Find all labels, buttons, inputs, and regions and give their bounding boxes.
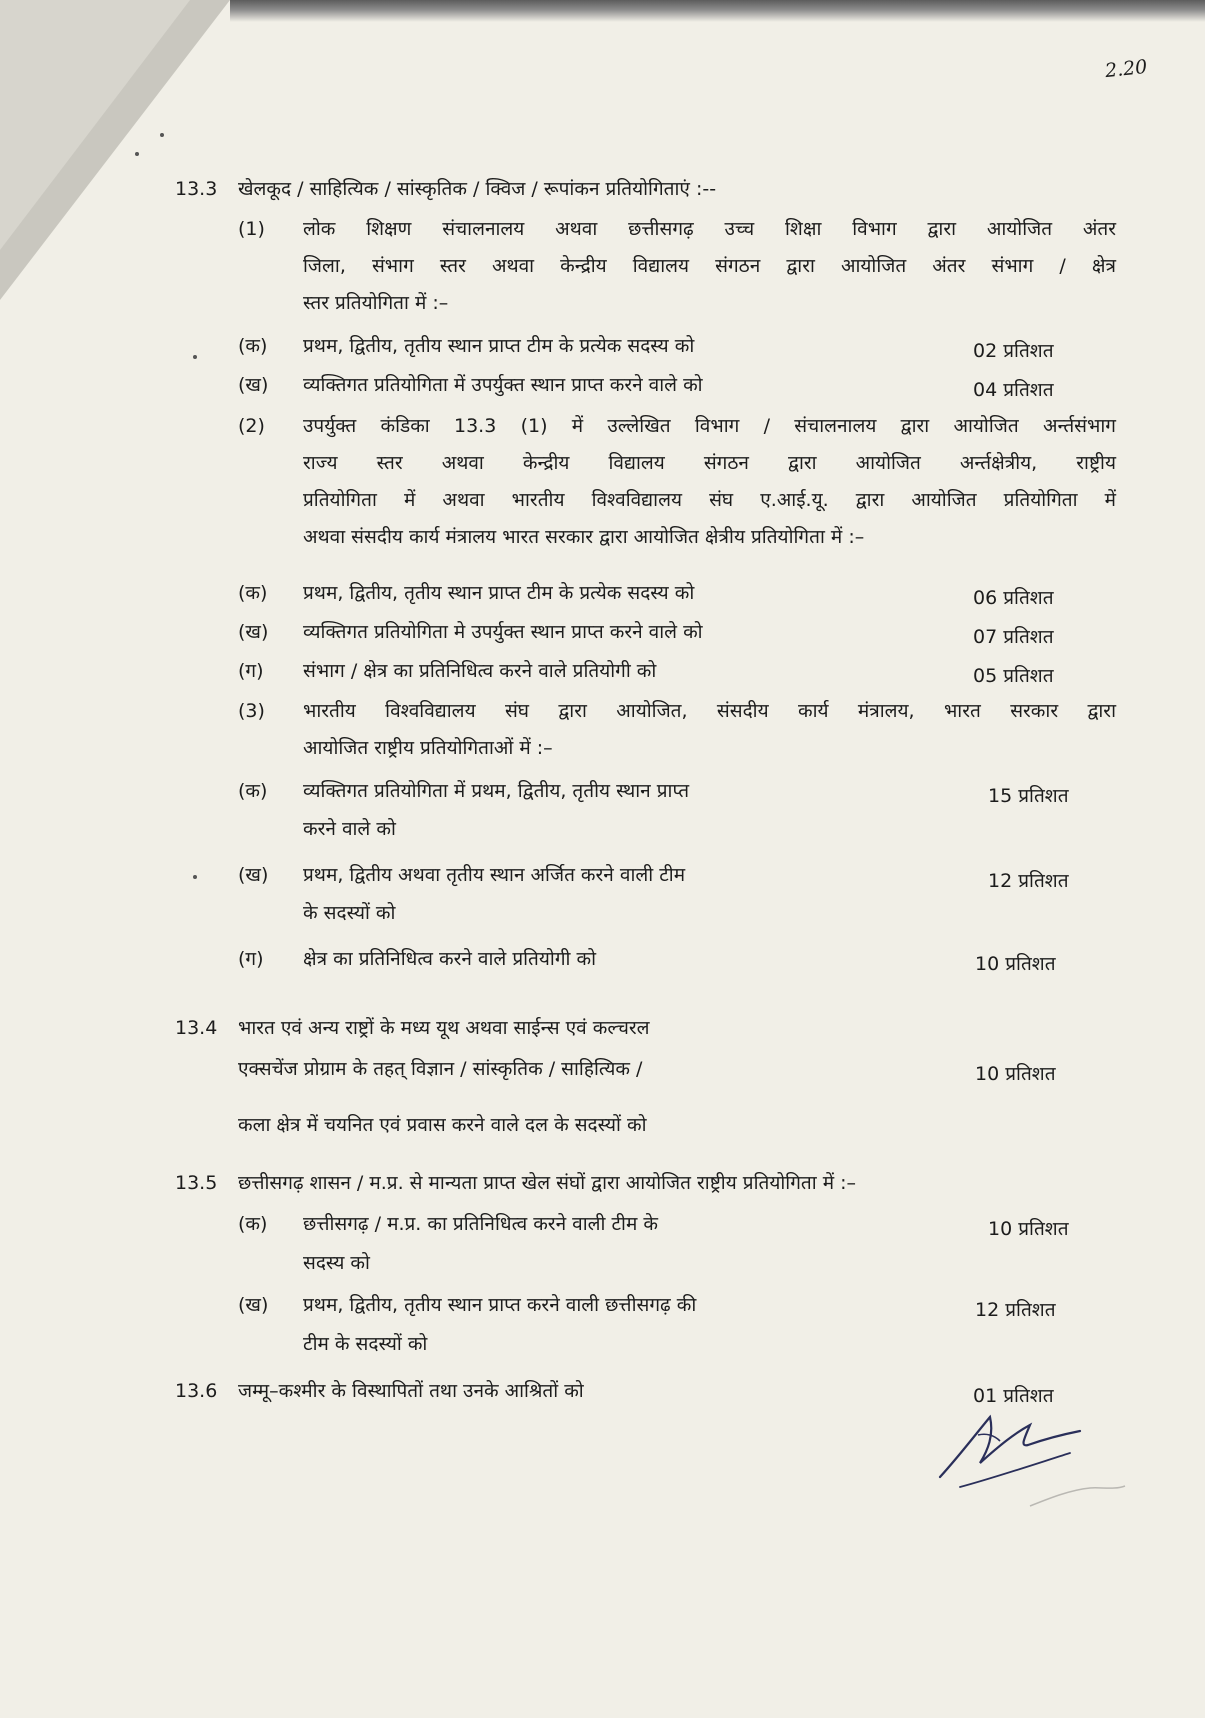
item-label: (ग) — [238, 660, 264, 682]
item-value: 10 प्रतिशत — [975, 1063, 1056, 1085]
section-number-13-6: 13.6 — [175, 1380, 218, 1402]
item-label: (क) — [238, 1213, 268, 1235]
item-value: 07 प्रतिशत — [973, 626, 1054, 648]
item-text: क्षेत्र का प्रतिनिधित्व करने वाले प्रतियोगी को — [303, 948, 597, 970]
para-line: भारतीय विश्वविद्यालय संघ द्वारा आयोजित, संसदीय कार्य मंत्रालय, भारत सरकार द्वारा — [303, 700, 1116, 722]
item-text: संभाग / क्षेत्र का प्रतिनिधित्व करने वाले प्रतियोगी को — [303, 660, 657, 682]
item-text-continued: के सदस्यों को — [303, 902, 396, 924]
section-text: एक्सचेंज प्रोग्राम के तहत् विज्ञान / सांस्कृतिक / साहित्यिक / — [238, 1058, 643, 1080]
section-heading-13-3: खेलकूद / साहित्यिक / सांस्कृतिक / क्विज / रूपांकन प्रतियोगिताएं :-- — [238, 178, 717, 200]
section-number-13-5: 13.5 — [175, 1172, 218, 1194]
section-text: भारत एवं अन्य राष्ट्रों के मध्य यूथ अथवा साईन्स एवं कल्चरल — [238, 1017, 650, 1039]
section-heading-13-5: छत्तीसगढ़ शासन / म.प्र. से मान्यता प्राप्त खेल संघों द्वारा आयोजित राष्ट्रीय प्रतियोगिता में :– — [238, 1172, 856, 1194]
para-line: प्रतियोगिता में अथवा भारतीय विश्वविद्यालय संघ ए.आई.यू. द्वारा आयोजित प्रतियोगिता में — [303, 489, 1116, 511]
item-value: 10 प्रतिशत — [975, 953, 1056, 975]
para-line: जिला, संभाग स्तर अथवा केन्द्रीय विद्यालय संगठन द्वारा आयोजित अंतर संभाग / क्षेत्र — [303, 255, 1116, 277]
item-text: व्यक्तिगत प्रतियोगिता मे उपर्युक्त स्थान प्राप्त करने वाले को — [303, 621, 703, 643]
item-text: प्रथम, द्वितीय, तृतीय स्थान प्राप्त करने वाली छत्तीसगढ़ की — [303, 1294, 697, 1316]
item-text: प्रथम, द्वितीय, तृतीय स्थान प्राप्त टीम के प्रत्येक सदस्य को — [303, 582, 695, 604]
item-text: प्रथम, द्वितीय, तृतीय स्थान प्राप्त टीम के प्रत्येक सदस्य को — [303, 335, 695, 357]
item-label: (क) — [238, 335, 268, 357]
scan-speck — [193, 355, 197, 359]
item-value: 12 प्रतिशत — [988, 870, 1069, 892]
section-text: कला क्षेत्र में चयनित एवं प्रवास करने वाले दल के सदस्यों को — [238, 1114, 647, 1136]
item-value: 01 प्रतिशत — [973, 1385, 1054, 1407]
item-label: (ख) — [238, 864, 269, 886]
item-text: छत्तीसगढ़ / म.प्र. का प्रतिनिधित्व करने वाली टीम के — [303, 1213, 658, 1235]
item-label: (क) — [238, 780, 268, 802]
item-text: प्रथम, द्वितीय अथवा तृतीय स्थान अर्जित करने वाली टीम — [303, 864, 686, 886]
section-number-13-3: 13.3 — [175, 178, 218, 200]
item-value: 12 प्रतिशत — [975, 1299, 1056, 1321]
item-label: (ख) — [238, 1294, 269, 1316]
item-label: (ग) — [238, 948, 264, 970]
para-line: राज्य स्तर अथवा केन्द्रीय विद्यालय संगठन द्वारा आयोजित अर्न्तक्षेत्रीय, राष्ट्रीय — [303, 452, 1116, 474]
scan-speck — [193, 875, 197, 879]
item-text-continued: करने वाले को — [303, 818, 396, 840]
item-value: 06 प्रतिशत — [973, 587, 1054, 609]
scan-top-shadow — [230, 0, 1205, 22]
para-line: उपर्युक्त कंडिका 13.3 (1) में उल्लेखित विभाग / संचालनालय द्वारा आयोजित अर्न्तसंभाग — [303, 415, 1116, 437]
item-value: 02 प्रतिशत — [973, 340, 1054, 362]
section-number-13-4: 13.4 — [175, 1017, 218, 1039]
item-label: (ख) — [238, 374, 269, 396]
para-line: लोक शिक्षण संचालनालय अथवा छत्तीसगढ़ उच्च शिक्षा विभाग द्वारा आयोजित अंतर — [303, 218, 1116, 240]
item-value: 15 प्रतिशत — [988, 785, 1069, 807]
para-line: आयोजित राष्ट्रीय प्रतियोगिताओं में :– — [303, 737, 553, 759]
item-text: व्यक्तिगत प्रतियोगिता में उपर्युक्त स्थान प्राप्त करने वाले को — [303, 374, 703, 396]
item-label: (क) — [238, 582, 268, 604]
para-line: स्तर प्रतियोगिता में :– — [303, 292, 449, 314]
section-text: जम्मू–कश्मीर के विस्थापितों तथा उनके आश्रितों को — [238, 1380, 584, 1402]
item-label: (ख) — [238, 621, 269, 643]
para-label: (1) — [238, 218, 265, 240]
folded-corner-inner — [0, 0, 190, 250]
page-number: 2.20 — [1103, 55, 1149, 83]
scan-speck — [160, 133, 164, 137]
item-value: 10 प्रतिशत — [988, 1218, 1069, 1240]
item-value: 05 प्रतिशत — [973, 665, 1054, 687]
para-line: अथवा संसदीय कार्य मंत्रालय भारत सरकार द्वारा आयोजित क्षेत्रीय प्रतियोगिता में :– — [303, 526, 865, 548]
item-text-continued: सदस्य को — [303, 1252, 370, 1274]
faint-signature-bleed — [1020, 1468, 1130, 1518]
scan-speck — [135, 152, 139, 156]
item-text: व्यक्तिगत प्रतियोगिता में प्रथम, द्वितीय, तृतीय स्थान प्राप्त — [303, 780, 690, 802]
item-text-continued: टीम के सदस्यों को — [303, 1333, 428, 1355]
item-value: 04 प्रतिशत — [973, 379, 1054, 401]
para-label: (3) — [238, 700, 265, 722]
para-label: (2) — [238, 415, 265, 437]
